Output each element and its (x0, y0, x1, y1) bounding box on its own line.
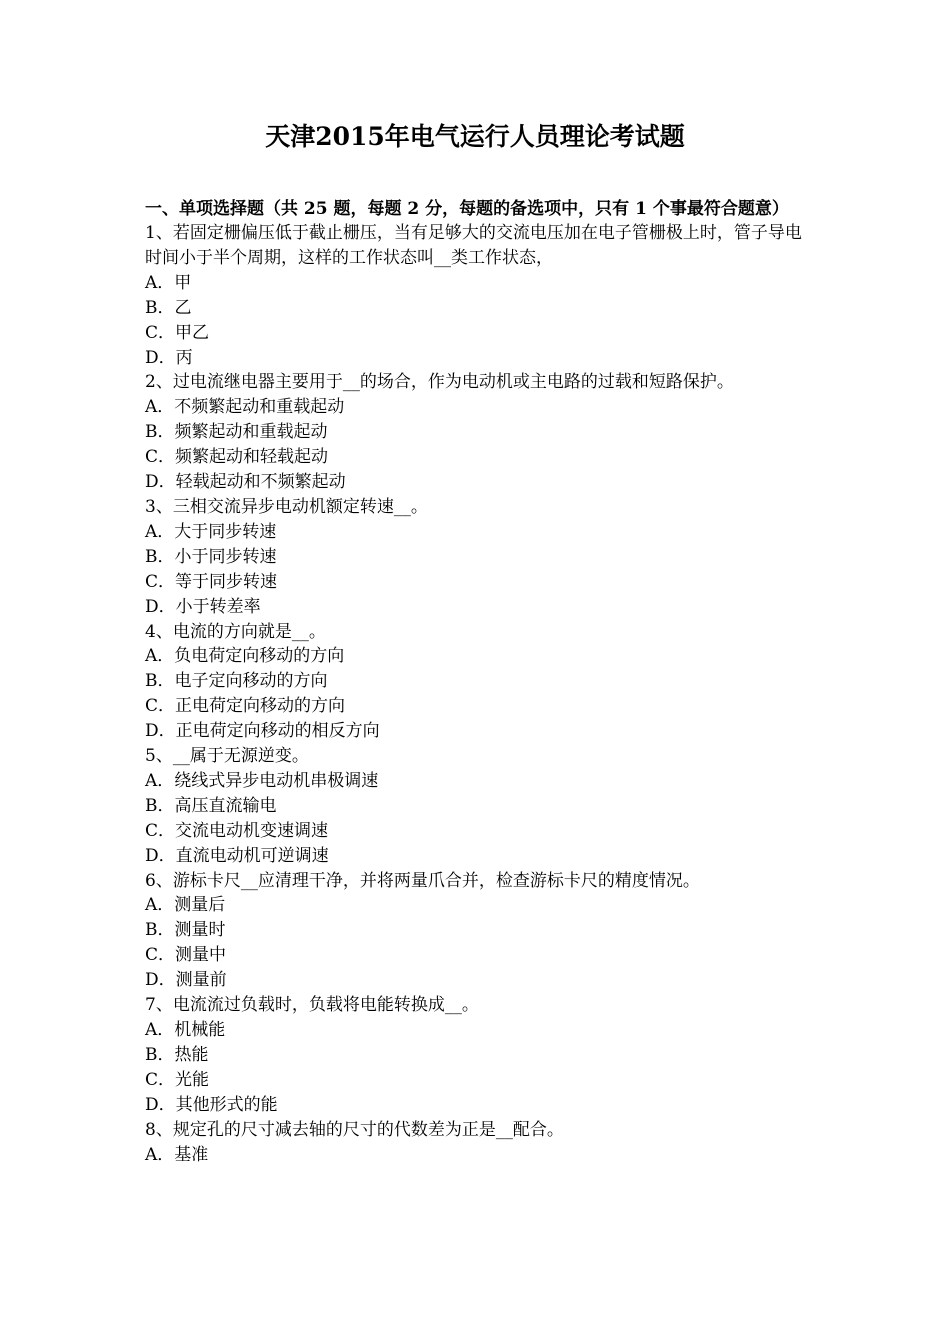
answer-option: A．机械能 (145, 1020, 226, 1040)
answer-option: C．测量中 (145, 945, 227, 966)
answer-option: C．正电荷定向移动的方向 (145, 696, 346, 717)
question-block (145, 744, 815, 869)
question-block (145, 370, 815, 495)
answer-option: C．光能 (145, 1069, 210, 1090)
answer-option: C．交流电动机变速调速 (145, 820, 329, 841)
answer-option: A．测量后 (145, 895, 226, 916)
answer-option: D．小于转差率 (145, 596, 261, 617)
answer-option: D．轻载起动和不频繁起动 (145, 472, 346, 493)
question-stem: 7、电流流过负载时，负载将电能转换成__。 (145, 995, 479, 1016)
question-stem: 2、过电流继电器主要用于__的场合，作为电动机或主电路的过载和短路保护。 (145, 372, 734, 393)
section-heading: 一、单项选择题（共 25 题，每题 2 分，每题的备选项中，只有 1 个事最符合题意） (145, 199, 789, 219)
answer-option: B．热能 (145, 1044, 209, 1065)
question-stem: 6、游标卡尺__应清理干净，并将两量爪合并，检查游标卡尺的精度情况。 (145, 870, 700, 891)
answer-option: B．频繁起动和重载起动 (145, 422, 328, 443)
answer-option: B．乙 (145, 297, 192, 318)
answer-option: D．丙 (145, 347, 193, 368)
question-list (145, 221, 815, 1167)
question-block (145, 221, 815, 370)
answer-option: A．甲 (145, 272, 192, 293)
question-block (145, 869, 815, 994)
question-stem: 5、__属于无源逆变。 (145, 746, 309, 767)
answer-option: B．电子定向移动的方向 (145, 671, 328, 692)
document-body (145, 197, 815, 1167)
answer-option: A．负电荷定向移动的方向 (145, 646, 345, 667)
answer-option: B．测量时 (145, 920, 226, 941)
document-title: 天津2015年电气运行人员理论考试题 (265, 122, 685, 151)
answer-option: D．测量前 (145, 970, 227, 991)
answer-option: C．等于同步转速 (145, 571, 278, 592)
answer-option: C．频繁起动和轻载起动 (145, 447, 329, 468)
answer-option: A．基准 (145, 1144, 209, 1165)
answer-option: B．小于同步转速 (145, 546, 277, 567)
question-block (145, 495, 815, 620)
answer-option: D．正电荷定向移动的相反方向 (145, 721, 380, 742)
answer-option: A．大于同步转速 (145, 521, 277, 542)
answer-option: C．甲乙 (145, 322, 210, 343)
question-block (145, 620, 815, 745)
answer-option: D．其他形式的能 (145, 1094, 278, 1115)
answer-option: A．绕线式异步电动机串极调速 (145, 770, 379, 791)
question-stem: 1、若固定栅偏压低于截止栅压，当有足够大的交流电压加在电子管栅极上时，管子导电时间小于半个周期，这样的工作状态叫__类工作状态， (145, 223, 802, 268)
question-block (145, 1118, 815, 1168)
question-stem: 4、电流的方向就是__。 (145, 621, 326, 642)
answer-option: D．直流电动机可逆调速 (145, 845, 329, 866)
answer-option: B．高压直流输电 (145, 795, 277, 816)
answer-option: A．不频繁起动和重载起动 (145, 397, 345, 418)
question-stem: 8、规定孔的尺寸减去轴的尺寸的代数差为正是__配合。 (145, 1119, 564, 1140)
question-block (145, 993, 815, 1118)
question-stem: 3、三相交流异步电动机额定转速__。 (145, 496, 428, 517)
